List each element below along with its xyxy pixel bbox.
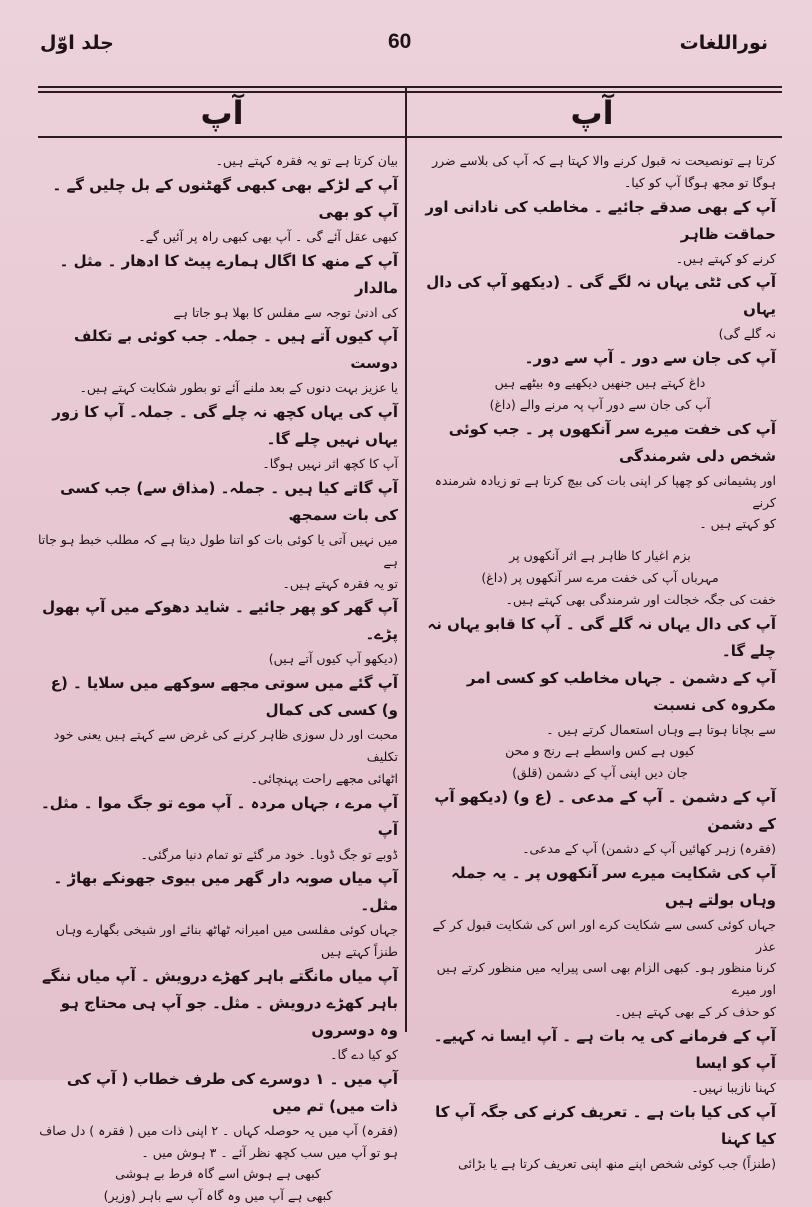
text-line: نہ گلے گی) bbox=[718, 326, 776, 342]
entry-headword-line: آپ گاتے کیا ہیں ۔ جملہ۔ (مذاق سے) جب کسی کی بات سمجھ bbox=[60, 478, 398, 524]
verse-line: مہرباں آپ کی خفت مرے سر آنکھوں پر (داغ) bbox=[481, 569, 719, 585]
entry-headword-line: آپ کے فرمانے کی یہ بات ہے ۔ آپ ایسا نہ کہیے۔ آپ کو ایسا bbox=[433, 1026, 776, 1072]
text-line: ڈوبے تو جگ ڈوبا۔ خود مر گئے تو تمام دنیا مرگئی۔ bbox=[140, 846, 398, 862]
book-title: نوراللغات bbox=[679, 32, 768, 54]
text-line: جہاں کوئی مفلسی میں امیرانہ ٹھاٹھ بنائے اور شیخی بگھارے وہاں bbox=[55, 922, 398, 938]
entry-headword-line: آپ کی ٹٹی یہاں نہ لگے گی ۔ (دیکھو آپ کی دال یہاں bbox=[426, 273, 776, 319]
text-line: جہاں کوئی کسی سے شکایت کرے اور اس کی شکایت قبول کر کے عذر bbox=[432, 916, 776, 954]
verse-line: جان دیں اپنی آپ کے دشمن (قلق) bbox=[512, 765, 688, 781]
entry-headword-line: آپ گھر کو پھر جائیے ۔ شاید دھوکے میں آپ بھول پڑے۔ bbox=[42, 598, 398, 644]
text-line: کی ادنیٰ توجہ سے مفلس کا بھلا ہو جاتا ہے bbox=[173, 304, 398, 320]
text-line: بیان کرتا ہے تو یہ فقرہ کہتے ہیں۔ bbox=[215, 153, 398, 168]
page-number: 60 bbox=[388, 30, 412, 53]
heading-rule bbox=[38, 136, 782, 138]
text-line: (دیکھو آپ کیوں آتے ہیں) bbox=[268, 651, 398, 667]
entry-headword-line: آپ کے بھی صدقے جائیے ۔ مخاطب کی نادانی اور حماقت ظاہر bbox=[425, 197, 776, 243]
verse-line: کبھی ہے ہوش اسے گاہ فرط بے ہوشی bbox=[115, 1166, 321, 1182]
text-line: (فقرہ) آپ میں یہ حوصلہ کہاں ۔ ۲ اپنی ذات میں ( فقرہ ) دل صاف bbox=[39, 1122, 398, 1138]
text-line: ہوگا تو مجھ ہوگا آپ کو کیا۔ bbox=[623, 174, 776, 190]
entry-headword-line: آپ کے دشمن ۔ جہاں مخاطب کو کسی امر مکروہ کی نسبت bbox=[466, 668, 776, 714]
text-line: کو کہتے ہیں ۔ bbox=[699, 516, 776, 532]
text-line: اٹھائی مجھے راحت پہنچائی۔ bbox=[250, 770, 398, 786]
entry-headword-line: آپ کے لڑکے بھی کبھی گھٹنوں کے بل چلیں گے ۔ آپ کو بھی bbox=[52, 175, 398, 221]
text-line: کرنے کو کہتے ہیں۔ bbox=[675, 250, 776, 266]
text-line: یا عزیز بہت دنوں کے بعد ملنے آئے تو بطور شکایت کہتے ہیں۔ bbox=[79, 380, 398, 396]
entry-headword-line: آپ کی کیا بات ہے ۔ تعریف کرنے کی جگہ آپ کا کیا کہنا bbox=[435, 1102, 776, 1148]
entry-headword-line: آپ کی یہاں کچھ نہ چلے گی ۔ جملہ۔ آپ کا زور یہاں نہیں چلے گا۔ bbox=[52, 403, 398, 449]
text-line: (فقرہ) زہر کھائیں آپ کے دشمن) آپ کے مدعی۔ bbox=[522, 840, 776, 856]
text-line: اور پشیمانی کو چھپا کر اپنی بات کی بیچ کرتا ہے تو زیادہ شرمندہ کرنے bbox=[434, 472, 776, 510]
text-line: سے بچانا ہوتا ہے وہاں استعمال کرتے ہیں ۔ bbox=[546, 721, 776, 737]
text-line: کہنا نازیبا نہیں۔ bbox=[691, 1079, 776, 1095]
header-rule-top bbox=[38, 86, 782, 88]
entry-headword-line: آپ گئے میں سوتی مجھے سوکھے میں سلایا ۔ (ع و) کسی کی کمال bbox=[50, 674, 398, 720]
text-line: ہو تو آپ میں سب کچھ نظر آئے ۔ ۳ ہوش میں ۔ bbox=[141, 1144, 398, 1160]
column-divider bbox=[405, 86, 407, 1032]
verse-line: کبھی ہے آپ میں وہ گاہ آپ سے باہر (وزیر) bbox=[103, 1188, 333, 1204]
text-line: تو یہ فقرہ کہتے ہیں۔ bbox=[282, 575, 398, 591]
text-line: کرنا منظور ہو۔ کبھی الزام بھی اسی پیرایہ میں منظور کرتے ہیں اور میرے bbox=[436, 960, 776, 998]
line-gap bbox=[424, 535, 776, 545]
text-line: کو کیا دے گا۔ bbox=[330, 1046, 398, 1062]
text-line: (طنزاً) جب کوئی شخص اپنے منھ اپنی تعریف کرتا ہے یا بڑائی bbox=[458, 1155, 776, 1171]
entry-headword-line: آپ مرے ، جہاں مردہ ۔ آپ موے تو جگ موا ۔ مثل۔ آپ bbox=[40, 793, 398, 839]
verse-line: داغ کہتے ہیں جنھیں دیکھیے وہ بیٹھے ہیں bbox=[494, 375, 706, 391]
entry-headword-line: آپ کی دال یہاں نہ گلے گی ۔ آپ کا قابو یہاں نہ چلے گا۔ bbox=[427, 614, 776, 660]
entry-headword-line: آپ کی خفت میرے سر آنکھوں پر ۔ جب کوئی شخص دلی شرمندگی bbox=[448, 419, 776, 465]
verse-line: کیوں ہے کس واسطے ہے رنج و محن bbox=[505, 743, 695, 759]
entry-headword-line: آپ کے منھ کا اگال ہمارے پیٹ کا ادھار ۔ مثل ۔ مالدار bbox=[59, 251, 398, 297]
entry-headword-line: آپ کی شکایت میرے سر آنکھوں پر ۔ یہ جملہ وہاں بولتے ہیں bbox=[451, 863, 776, 909]
text-line: آپ کا کچھ اثر نہیں ہوگا۔ bbox=[262, 456, 398, 472]
header-rule-double bbox=[38, 91, 782, 93]
entry-headword-line: باہر کھڑے درویش ۔ مثل۔ جو آپ ہی محتاج ہو وہ دوسروں bbox=[60, 993, 398, 1039]
text-line: خفت کی جگہ خجالت اور شرمندگی بھی کہتے ہیں۔ bbox=[505, 591, 776, 607]
right-column-heading: آپ bbox=[570, 94, 614, 132]
text-line: طنزاً کہتے ہیں bbox=[320, 944, 398, 960]
text-line: محبت اور دل سوزی ظاہر کرنے کی غرض سے کہتے ہیں یعنی خود تکلیف bbox=[53, 727, 398, 764]
entry-headword-line: آپ میں ۔ ۱ دوسرے کی طرف خطاب ( آپ کی ذات میں) تم میں bbox=[66, 1069, 398, 1115]
entry-headword-line: آپ میاں مانگتے باہر کھڑے درویش ۔ آپ میاں ننگے bbox=[42, 966, 398, 985]
left-column bbox=[37, 150, 398, 1204]
text-line: کو حذف کر کے بھی کہتے ہیں۔ bbox=[614, 1003, 776, 1019]
text-line: کرتا ہے تونصیحت نہ قبول کرنے والا کہتا ہے کہ آپ کی بلاسے ضرر bbox=[432, 153, 776, 168]
right-column bbox=[424, 150, 776, 1171]
text-line: میں نہیں آتی یا کوئی بات کو اتنا طول دیتا ہے کہ مطلب خبط ہو جاتا ہے bbox=[37, 531, 398, 569]
entry-headword-line: آپ کیوں آتے ہیں ۔ جملہ۔ جب کوئی بے تکلف دوست bbox=[74, 327, 398, 373]
left-column-heading: آپ bbox=[200, 94, 244, 132]
entry-headword-line: آپ میاں صوبہ دار گھر میں بیوی جھونکے بھاڑ ۔ مثل۔ bbox=[53, 869, 398, 915]
entry-headword-line: آپ کے دشمن ۔ آپ کے مدعی ۔ (ع و) (دیکھو آپ کے دشمن bbox=[434, 787, 776, 833]
entry-headword-line: آپ کی جان سے دور ۔ آپ سے دور۔ bbox=[524, 349, 776, 368]
verse-line: آپ کی جان سے دور آپ پہ مرنے والے (داغ) bbox=[489, 396, 711, 412]
verse-line: بزم اغیار کا ظاہر ہے اثر آنکھوں پر bbox=[509, 548, 691, 564]
page-header bbox=[0, 30, 812, 64]
text-line: کبھی عقل آئے گی ۔ آپ بھی کبھی راہ پر آئیں گے۔ bbox=[138, 228, 398, 244]
volume-label: جلد اوّل bbox=[40, 32, 114, 54]
